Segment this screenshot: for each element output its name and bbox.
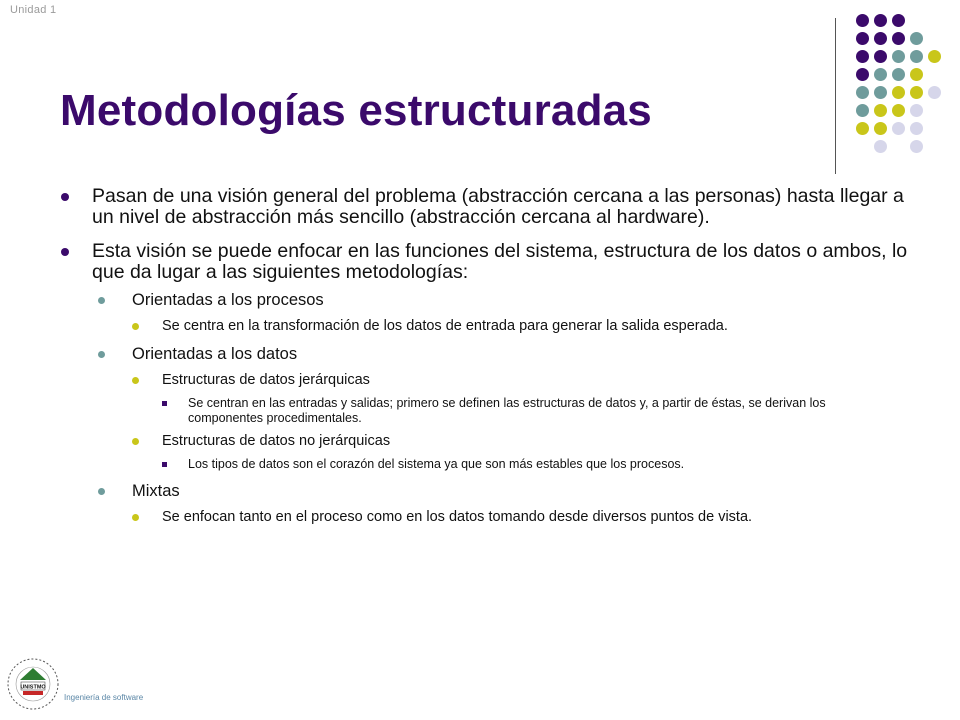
decor-dot [910,86,923,99]
sub-sub-bullet-item [132,372,842,389]
decor-dot [910,140,923,153]
decor-dot [910,104,923,117]
bullet-text: Los tipos de datos son el corazón del sistema ya que son más estables que los procesos. [188,457,685,471]
bullet-dot-icon [98,351,105,358]
decor-dot [874,32,887,45]
decor-dot [892,86,905,99]
bullet-list [60,186,920,533]
bullet-text: Se centra en la transformación de los datos de entrada para generar la salida esperada. [162,318,728,334]
logo-text: UNISTMO [20,684,46,691]
bullet-item [60,241,920,283]
decor-dot [892,14,905,27]
decor-dot [856,86,869,99]
decor-dot [928,86,941,99]
footer-text: Ingeniería de software [64,693,144,702]
sub-sub-bullet-item [132,509,842,526]
university-seal-logo [6,654,60,716]
bullet-text: Mixtas [132,482,180,500]
sub-sub-bullet-item [132,318,842,335]
bullet-dot-icon [132,377,139,384]
bullet-dot-icon [98,297,105,304]
decor-dot [910,122,923,135]
unit-label: Unidad 1 [10,4,57,16]
decor-dot [874,68,887,81]
bullet-dot-icon [132,323,139,330]
bullet-text: Orientadas a los datos [132,345,298,363]
bullet-text: Se enfocan tanto en el proceso como en los datos tomando desde diversos puntos de vista. [162,509,753,525]
sub-bullet-item [98,291,920,310]
bullet-item [60,186,920,228]
decor-dot [856,104,869,117]
decor-dot [874,86,887,99]
bullet-text: Se centran en las entradas y salidas; primero se definen las estructuras de datos y, a partir de éstas, se derivan los componentes procedimentales. [188,396,826,425]
level4-bullet-item [162,396,838,426]
decor-dot [874,14,887,27]
decor-dot [910,68,923,81]
decor-dot [856,14,869,27]
slide-title: Metodologías estructuradas [60,86,652,135]
decor-dot [874,104,887,117]
decor-dot [892,50,905,63]
decor-dot [928,50,941,63]
sub-bullet-item [98,345,920,364]
bullet-dot-icon [61,248,69,256]
decor-dot [874,140,887,153]
decor-dot [856,68,869,81]
bullet-text: Pasan de una visión general del problema (abstracción cercana a las personas) hasta llegar a un nivel de abstracción más sencillo (abstracción cercana al hardware). [92,185,904,228]
bullet-text: Orientadas a los procesos [132,291,324,309]
bullet-dot-icon [132,514,139,521]
decor-dot [856,50,869,63]
sub-bullet-item [98,482,920,501]
decor-dot [874,50,887,63]
bullet-text: Estructuras de datos no jerárquicas [162,433,391,449]
decor-dot [892,32,905,45]
sub-sub-bullet-item [132,433,842,450]
decor-dot [856,122,869,135]
square-bullet-icon [162,401,167,406]
decor-dot [910,32,923,45]
decor-dot [874,122,887,135]
level4-bullet-item [162,457,838,472]
bullet-dot-icon [132,438,139,445]
decor-dot [892,104,905,117]
bullet-text: Esta visión se puede enfocar en las funciones del sistema, estructura de los datos o ambos, lo que da lugar a las siguientes metodologías: [92,240,908,283]
bullet-dot-icon [61,193,69,201]
bullet-dot-icon [98,488,105,495]
decor-dot [892,68,905,81]
decor-dot [910,50,923,63]
decor-dot [892,122,905,135]
bullet-text: Estructuras de datos jerárquicas [162,372,370,388]
decor-dot [856,32,869,45]
square-bullet-icon [162,462,167,467]
vertical-divider [835,18,836,174]
